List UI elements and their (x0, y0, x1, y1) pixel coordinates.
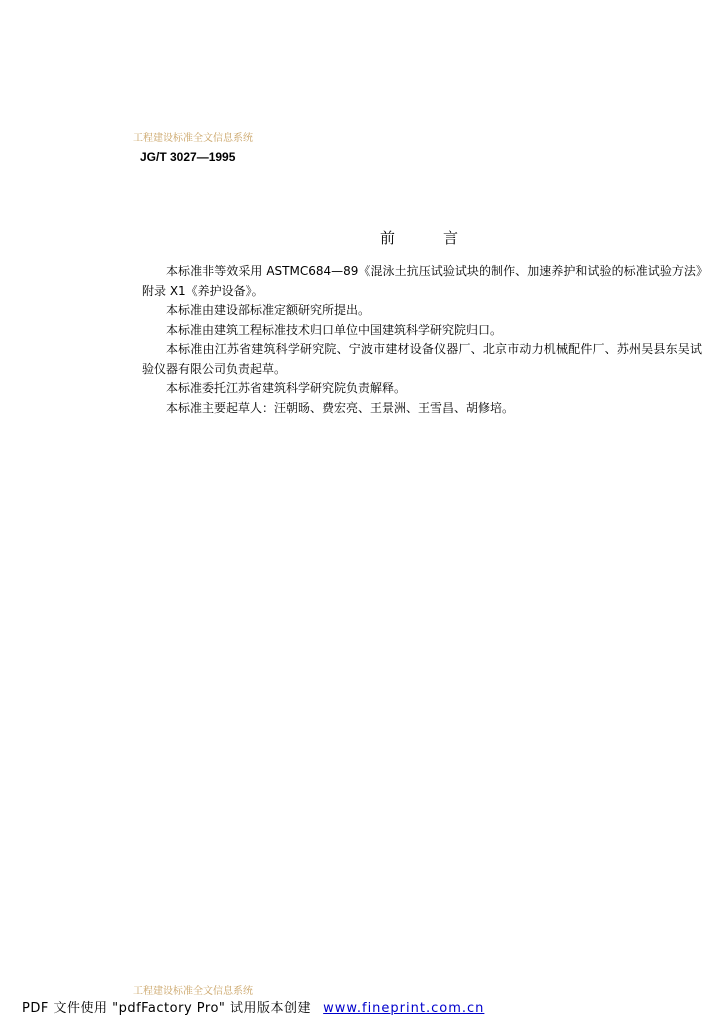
preface-paragraph-2: 本标准由建设部标准定额研究所提出。 (166, 303, 371, 317)
preface-paragraph-6: 本标准主要起草人：汪朝旸、费宏亮、王景洲、王雪昌、胡修培。 (166, 400, 515, 415)
pdf-note: PDF 文件使用 "pdfFactory Pro" 试用版本创建 (22, 1001, 312, 1016)
preface-paragraph-1: 本标准非等效采用 ASTMC684—89《混泳土抗压试验试块的制作、加速养护和试验的标准试验方法》附录 X1《养护设备》。 (142, 264, 702, 298)
watermark-bottom: 工程建设标准全文信息系统 (133, 986, 253, 997)
watermark-top: 工程建设标准全文信息系统 (133, 133, 253, 144)
preface-paragraph-5: 本标准委托江苏省建筑科学研究院负责解释。 (166, 381, 407, 395)
preface-body (142, 262, 702, 418)
preface-title: 前言 (380, 229, 507, 247)
preface-paragraph-4: 本标准由江苏省建筑科学研究院、宁波市建材设备仪器厂、北京市动力机械配件厂、苏州吴县东吴试验仪器有限公司负责起草。 (142, 342, 702, 376)
fineprint-link[interactable]: www.fineprint.com.cn (323, 1001, 485, 1016)
preface-paragraph-3: 本标准由建筑工程标准技术归口单位中国建筑科学研究院归口。 (166, 322, 503, 337)
standard-code: JG/T 3027—1995 (140, 150, 236, 164)
pdf-footer (22, 997, 484, 1016)
